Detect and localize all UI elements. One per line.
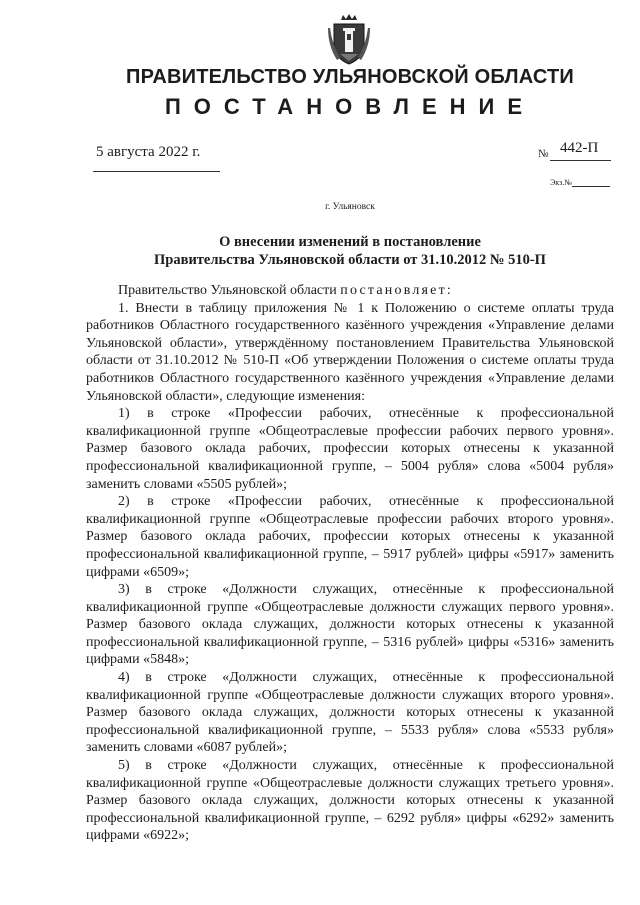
document-number: 442-П [560,140,599,156]
subitem-4-paragraph: 4) в строке «Должности служащих, отнесённые к профессиональной квалификационной группе «Общеотраслевые должности служащих второго уровня». Размер базового оклада служащих, должности которых отнесены к указанной профессиональной квалификационной группе, – 5533 рубля» слова «5533 рубля» заменить словами «6087 рублей»; [86,670,614,756]
document-date: 5 августа 2022 г. [96,144,201,160]
intro-lead: Правительство Ульяновской области [118,283,337,298]
number-underline [550,160,611,161]
subitem-3-paragraph: 3) в строке «Должности служащих, отнесённые к профессиональной квалификационной группе «Общеотраслевые должности служащих первого уровня». Размер базового оклада служащих, должности которых отнесены к указанной профессиональной квалификационной группе, – 5316 рублей» цифры «5316» заменить цифрами «5848»; [86,582,614,668]
date-underline [93,171,220,172]
copy-number-label: Экз.№ [550,178,572,187]
intro-verb: постановляет: [340,283,453,298]
subitem-2-paragraph: 2) в строке «Профессии рабочих, отнесённые к профессиональной квалификационной группе «Общеотраслевые профессии рабочих второго уровня». Размер базового оклада рабочих, профессии которых отнесены к указанной профессиональной квалификационной группе, – 5917 рублей» цифры «5917» заменить цифрами «6509»; [86,494,614,580]
subitem-1-paragraph: 1) в строке «Профессии рабочих, отнесённые к профессиональной квалификационной группе «Общеотраслевые профессии рабочих первого уровня». Размер базового оклада рабочих, профессии которых отнесены к указанной профессиональной квалификационной группе, – 5004 рубля» слова «5004 рубля» заменить словами «5505 рублей»; [86,406,614,492]
document-body [86,282,614,845]
item-1-paragraph: 1. Внести в таблицу приложения № 1 к Положению о системе оплаты труда работников Областного государственного казённого учреждения «Управление делами Ульяновской области», утверждённому постановлением Правительства Ульяновской области от 31.10.2012 № 510-П «Об утверждении Положения о системе оплаты труда работников Областного государственного казённого учреждения «Управление делами Ульяновской области», следующие изменения: [86,300,614,404]
government-title: ПРАВИТЕЛЬСТВО УЛЬЯНОВСКОЙ ОБЛАСТИ [126,66,574,88]
copy-number-underline [572,186,610,187]
document-subject [90,233,610,269]
number-label: № [538,148,549,160]
intro-paragraph [86,282,614,300]
document-type-heading: ПОСТАНОВЛЕНИЕ [164,94,536,119]
subject-line-1: О внесении изменений в постановление [219,234,481,250]
coat-of-arms-icon [328,14,370,66]
subitem-5-paragraph: 5) в строке «Должности служащих, отнесённые к профессиональной квалификационной группе «Общеотраслевые должности служащих третьего уровня». Размер базового оклада служащих, должности которых отнесены к указанной профессиональной квалификационной группе, – 6292 рубля» цифры «6292» заменить цифрами «6922»; [86,758,614,844]
city-name: г. Ульяновск [325,202,375,212]
subject-line-2: Правительства Ульяновской области от 31.10.2012 № 510-П [154,252,546,268]
